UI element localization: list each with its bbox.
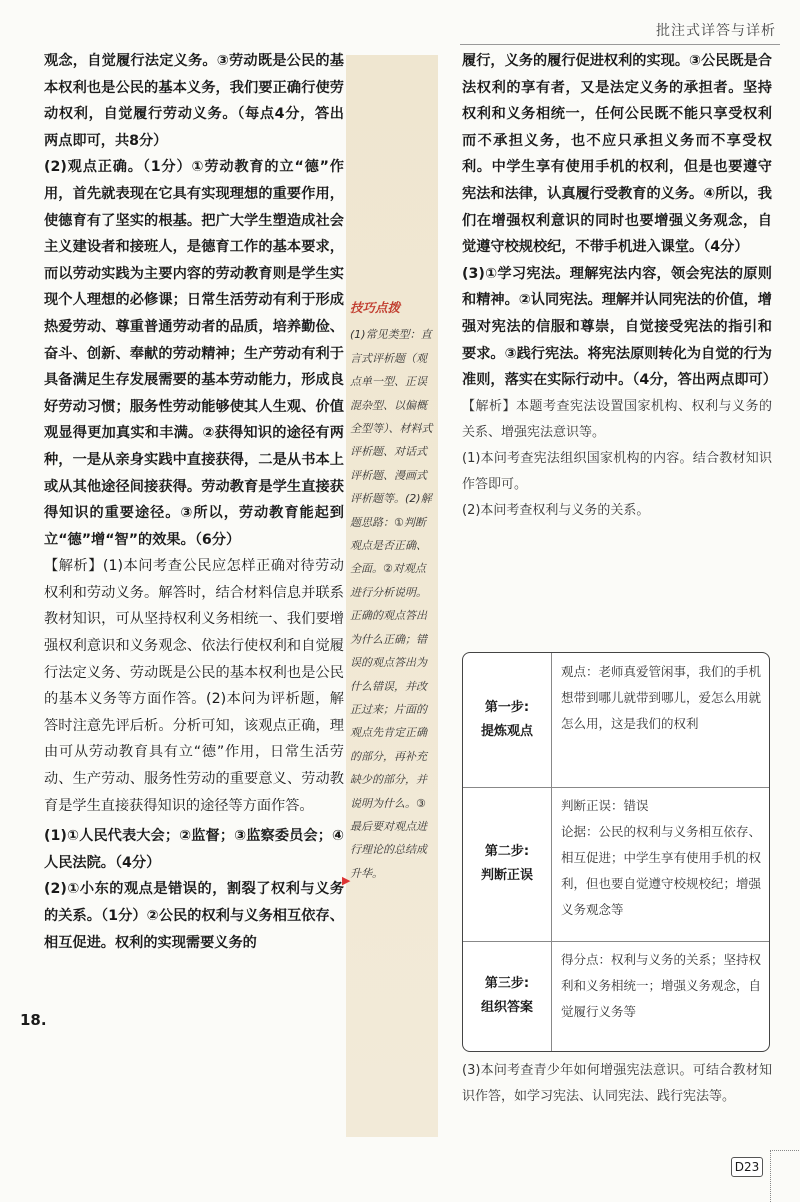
step-label-line: 判断正误 bbox=[480, 868, 533, 883]
analysis-paragraph: (2)本问考查权利与义务的关系。 bbox=[462, 502, 650, 518]
tip-title: 技巧点拨 bbox=[350, 300, 401, 315]
step-row bbox=[463, 941, 769, 1051]
step-body: 判断正误：错误 论据：公民的权利与义务相互依存、相互促进；中学生享有使用手机的权利，但也要自觉遵守校规校纪；增强义务观念等 bbox=[561, 798, 762, 917]
analysis-paragraph: 【解析】(1)本问考查公民应怎样正确对待劳动权利和劳动义务。解答时，结合材料信息并联系教材知识，可从坚持权利义务相统一、我们要增强权利意识和义务观念、依法行使权利和自觉履行法定义务、劳动既是公民的基本权利也是公民的基本义务等方面作答。(2)本问为评析题，解答时注意先评后析。分析可知，该观点正确，理由可从劳动教育具有立“德”作用，日常生活劳动、生产劳动、服务性劳动的重要意义、劳动教育是学生直接获得知识的途径等方面作答。 bbox=[44, 558, 344, 814]
step-label-line: 组织答案 bbox=[480, 1000, 533, 1015]
answer-paragraph: (2)①小东的观点是错误的，割裂了权利与义务的关系。（1分）②公民的权利与义务相互依存、相互促进。权利的实现需要义务的 bbox=[44, 881, 344, 951]
answer-paragraph: (1)①人民代表大会；②监督；③监察委员会；④人民法院。（4分） bbox=[44, 828, 344, 871]
page-number: D23 bbox=[731, 1157, 763, 1177]
right-column bbox=[462, 48, 777, 524]
step-body: 观点：老师真爱管闲事，我们的手机想带到哪儿就带到哪儿，爱怎么用就怎么用，这是我们的权利 bbox=[561, 664, 762, 731]
analysis-paragraph: 【解析】本题考查宪法设置国家机构、权利与义务的关系、增强宪法意识等。 bbox=[462, 398, 772, 440]
analysis-paragraph: (1)本问考查宪法组织国家机构的内容。结合教材知识作答即可。 bbox=[462, 450, 772, 492]
answer-paragraph: (2)观点正确。（1分）①劳动教育的立“德”作用，首先就表现在它具有实现理想的重要作用，使德育有了坚实的根基。把广大学生塑造成社会主义建设者和接班人，是德育工作的基本要求，而以劳动实践为主要内容的劳动教育则是学生实现个人理想的必修课；日常生活劳动有利于形成热爱劳动、尊重普通劳动者的品质，培养勤俭、奋斗、创新、奉献的劳动精神；生产劳动有利于具备满足生存发展需要的基本劳动能力，形成良好劳动习惯；服务性劳动能够使其人生观、价值观显得更加真实和丰满。②获得知识的途径有两种，一是从亲身实践中直接获得，二是从书本上或从其他途径间接获得。劳动教育是学生直接获得知识的重要途径。③所以，劳动教育能起到立“德”增“智”的效果。（6分） bbox=[44, 159, 344, 548]
question-number: 18. bbox=[20, 1011, 47, 1029]
tip-box bbox=[350, 296, 434, 885]
header-rule bbox=[460, 44, 780, 45]
step-label-line: 提炼观点 bbox=[480, 724, 533, 739]
steps-table bbox=[462, 652, 770, 1052]
step-label-line: 第一步: bbox=[484, 700, 530, 715]
page-header: 批注式详答与详析 bbox=[656, 23, 776, 39]
analysis-paragraph: (3)本问考查青少年如何增强宪法意识。可结合教材知识作答，如学习宪法、认同宪法、践行宪法等。 bbox=[462, 1063, 772, 1104]
step-body: 得分点：权利与义务的关系；坚持权利和义务相统一；增强义务观念，自觉履行义务等 bbox=[561, 952, 762, 1019]
answer-paragraph: 履行，义务的履行促进权利的实现。③公民既是合法权利的享有者，又是法定义务的承担者。坚持权利和义务相统一，任何公民既不能只享受权利而不承担义务，也不应只承担义务而不享受权利。中学生享有使用手机的权利，但是也要遵守宪法和法律，认真履行受教育的义务。④所以，我们在增强权利意识的同时也要增强义务观念，自觉遵守校规校纪，不带手机进入课堂。（4分） bbox=[462, 53, 772, 256]
answer-paragraph: 观念，自觉履行法定义务。③劳动既是公民的基本权利也是公民的基本义务，我们要正确行使劳动权利，自觉履行劳动义务。（每点4分，答出两点即可，共8分） bbox=[44, 53, 344, 149]
step-label bbox=[463, 787, 552, 941]
pointer-arrow-icon: ▶ bbox=[342, 874, 351, 887]
corner-dots bbox=[770, 1150, 800, 1202]
step-label-line: 第三步: bbox=[484, 976, 530, 991]
tip-text: (1)常见类型：直言式评析题（观点单一型、正误混杂型、以偏概全型等）、材料式评析题、对话式评析题、漫画式评析题等。(2)解题思路：①判断观点是否正确、全面。②对观点进行分析说明。正确的观点答出为什么正确；错误的观点答出为什么错误，并改正过来；片面的观点先肯定正确的部分，再补充缺少的部分，并说明为什么。③最后要对观点进行理论的总结成升华。 bbox=[350, 328, 433, 880]
answer-paragraph: (3)①学习宪法。理解宪法内容，领会宪法的原则和精神。②认同宪法。理解并认同宪法的价值，增强对宪法的信服和尊崇，自觉接受宪法的指引和要求。③践行宪法。将宪法原则转化为自觉的行为准则，落实在实际行动中。（4分，答出两点即可） bbox=[462, 265, 777, 389]
step-label bbox=[463, 653, 552, 787]
step-row bbox=[463, 653, 769, 788]
left-column bbox=[44, 48, 344, 956]
step-label bbox=[463, 941, 552, 1051]
step-row bbox=[463, 787, 769, 942]
step-label-line: 第二步: bbox=[484, 844, 530, 859]
